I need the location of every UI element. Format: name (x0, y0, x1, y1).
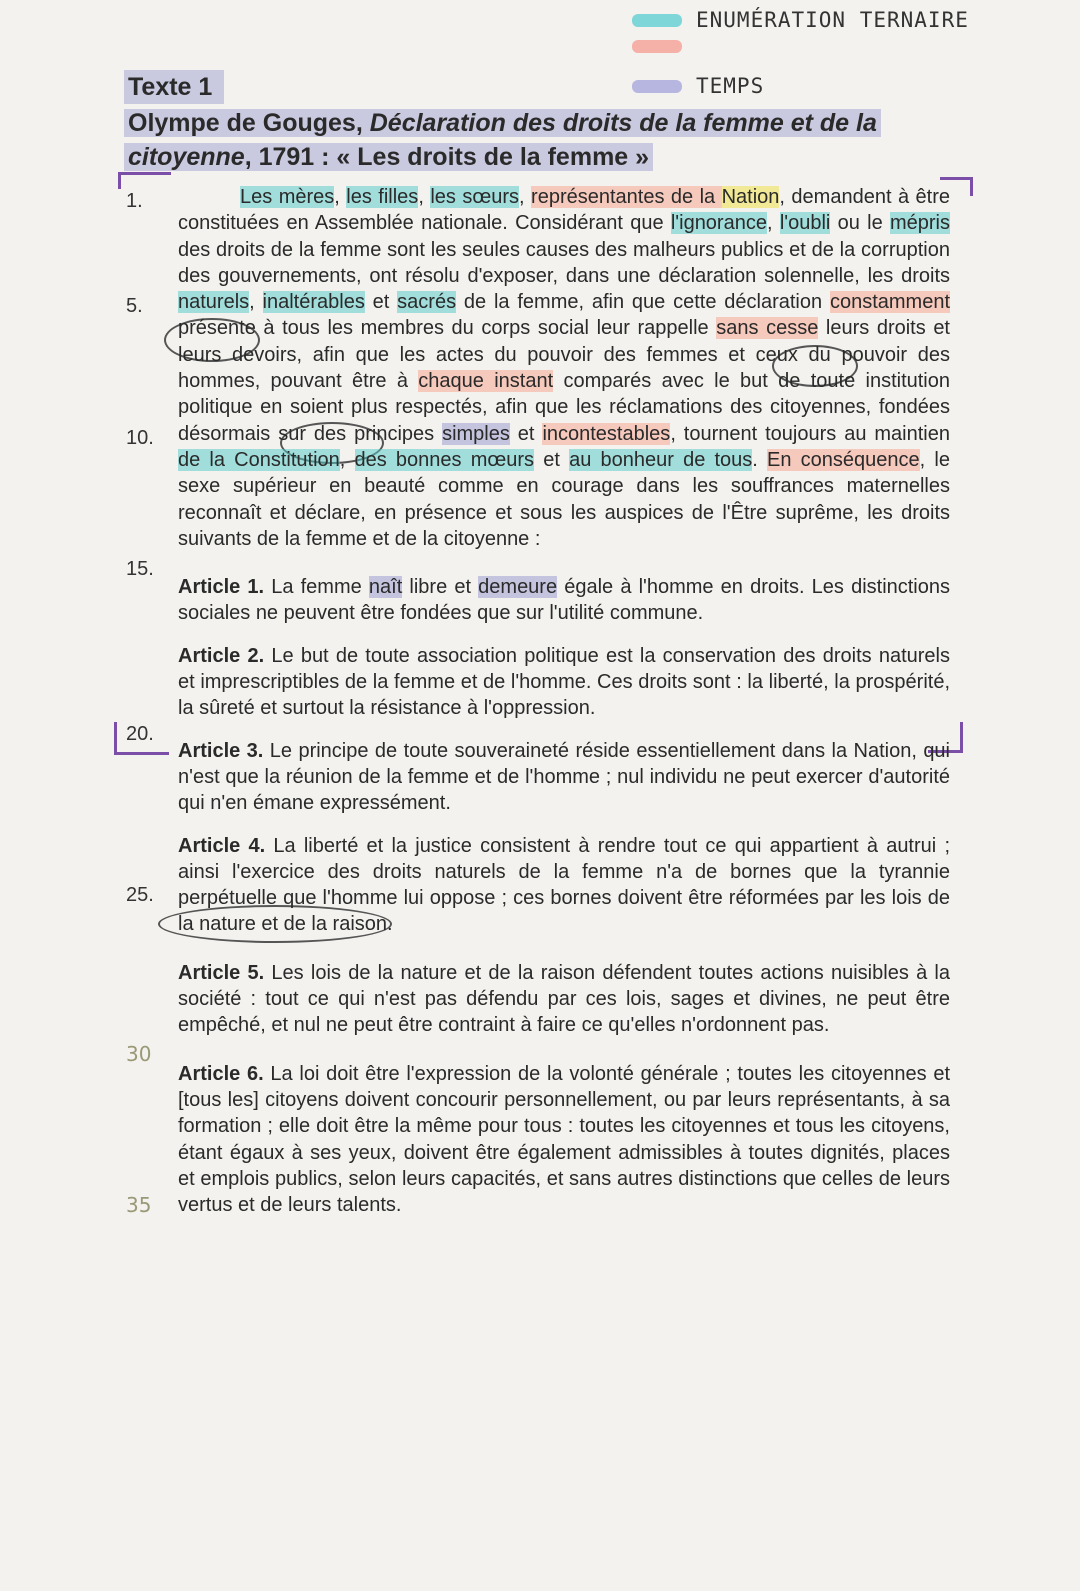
text-span: . (752, 448, 768, 471)
legend-swatch-orange (632, 40, 682, 53)
text-span: présente à tous les membres du corps social leur rappelle (178, 317, 717, 340)
text-span: de la Constitution (178, 448, 340, 471)
line-number: 1. (126, 190, 143, 212)
bracket-open-top (118, 172, 171, 189)
text-span: et (364, 291, 398, 314)
text-span: des bonnes mœurs (354, 448, 535, 471)
line-number: 10. (126, 427, 154, 449)
article-text: La liberté et la justice consistent à rendre tout ce qui appartient à autrui ; ainsi l'exercice des droits naturels de la femme n'a de bornes que la tyrannie perpétuelle que l'homme lui oppose ; ces bornes doivent être réformées par les lois de la nature et de la raison. (178, 834, 950, 936)
document-body (178, 184, 950, 1218)
line-number: 20. (126, 723, 154, 745)
article-6 (178, 1061, 950, 1219)
text-span: égale à l'homme en droits. Les distinctions sociales ne peuvent être fondées que sur l'utilité commune. (178, 576, 950, 625)
line-number: 15. (126, 558, 154, 580)
title-line-1 (124, 109, 881, 137)
article-label: Article 6. (178, 1062, 264, 1085)
text-span: et (509, 422, 543, 445)
legend-row-orange (632, 40, 696, 53)
text-span: , (418, 186, 431, 208)
text-span: sans cesse (716, 317, 819, 340)
text-span: En conséquence (767, 448, 920, 471)
article-label: Article 3. (178, 739, 264, 762)
line-number: 35 (126, 1193, 152, 1217)
article-4 (178, 833, 950, 938)
text-span: , (249, 291, 263, 314)
text-span: naturels (178, 291, 250, 314)
article-text: Les lois de la nature et de la raison défendent toutes actions nuisibles à la société : tout ce qui n'est pas défendu par ces lois, sages et divines, ne peut être empêché, et nul ne peut être contraint à faire ce qu'elles n'ordonnent pas. (178, 961, 951, 1037)
legend-row-enumeration (632, 8, 969, 32)
article-text: Le but de toute association politique est la conservation des droits naturels et imprescriptibles de la femme et de l'homme. Ces droits sont : la liberté, la prospérité, la sûreté et surtout la résistance à l'oppression. (178, 644, 950, 720)
legend-swatch-teal (632, 14, 682, 27)
article-text: La loi doit être l'expression de la volonté générale ; toutes les citoyennes et [tous les] citoyens doivent concourir personnellement, ou par leurs représentants, à sa formation ; elle doit être la même pour tous : toutes les citoyennes et tous les citoyens, étant égaux à ses yeux, doivent être également admissibles à toutes dignités, places et emplois publics, selon leurs capacités, et sans autres distinctions que celles de leurs vertus et de leurs talents. (178, 1062, 950, 1217)
text-span: chaque instant (418, 370, 554, 393)
line-number: 30 (126, 1042, 152, 1066)
text-span: de la femme, afin que cette déclaration (456, 291, 830, 314)
article-label: Article 5. (178, 961, 265, 984)
text-span: libre et (402, 576, 479, 599)
text-span: au bonheur de tous (569, 448, 753, 471)
text-span: et (534, 448, 570, 471)
text-span: , demandent à être constituées en Assemblée nationale. Considérant que (178, 186, 950, 235)
preamble-paragraph (178, 184, 950, 552)
article-2 (178, 643, 950, 722)
text-span: les sœurs (430, 186, 520, 208)
article-1 (178, 574, 950, 627)
article-label: Article 1. (178, 576, 265, 599)
texte-number: Texte 1 (124, 70, 224, 104)
bracket-open-bottom (114, 722, 169, 755)
article-text: Le principe de toute souveraineté réside essentiellement dans la Nation, qui n'est que la réunion de la femme et de l'homme ; nul individu ne peut exercer d'autorité qui n'en émane expressément. (178, 739, 951, 815)
text-span: l'ignorance (670, 212, 767, 235)
text-span: demeure (478, 576, 558, 599)
article-label: Article 2. (178, 644, 265, 667)
text-span: , (339, 448, 355, 471)
text-span: mépris (889, 212, 950, 235)
text-span: , le sexe supérieur en beauté comme en courage dans les souffrances maternelles reconnaît et déclare, en présence et sous les auspices de l'Être suprême, les droits suivants de la femme et de la citoyenne : (178, 448, 950, 550)
text-span: les filles (346, 186, 419, 208)
line-number: 25. (126, 884, 154, 906)
text-span: représentantes de la (531, 186, 722, 208)
text-span: Les mères (240, 186, 335, 208)
text-span: , (766, 212, 780, 235)
title-work-part1: Déclaration des droits de la femme et de la (369, 109, 877, 137)
text-span: sacrés (397, 291, 457, 314)
text-span: naît (368, 576, 403, 599)
text-span: constamment (829, 291, 951, 314)
text-span: , (519, 186, 532, 208)
text-span: inaltérables (262, 291, 365, 314)
text-span: , tournent toujours au maintien (670, 422, 950, 445)
text-span: La femme (264, 576, 369, 599)
text-span: comparés avec le but de toute institution politique en soient plus respectés, afin que les réclamations des citoyennes, fondées désormais sur des principes (178, 370, 950, 445)
title-subtitle: , 1791 : « Les droits de la femme » (244, 143, 650, 171)
title-work-part2: citoyenne (128, 143, 245, 171)
article-label: Article 4. (178, 834, 266, 857)
text-span: l'oubli (779, 212, 831, 235)
text-span: Nation (721, 186, 780, 208)
legend-label-temps: TEMPS (696, 74, 765, 98)
article-5 (178, 960, 950, 1039)
line-number: 5. (126, 295, 143, 317)
text-span: , (334, 186, 347, 208)
title-author: Olympe de Gouges, (128, 109, 370, 137)
text-span: ou le (830, 212, 890, 235)
text-span: des droits de la femme sont les seules causes des malheurs publics et de la corruption des gouvernements, ont résolu d'exposer, dans une déclaration solennelle, les droits (178, 238, 950, 287)
text-span: leurs droits et leurs devoirs, afin que les actes du pouvoir des femmes et ceux du pouvoir des hommes, pouvant être à (178, 317, 950, 393)
text-span: incontestables (542, 422, 671, 445)
title-line-2 (124, 143, 653, 171)
article-3 (178, 738, 950, 817)
document-title (124, 70, 1004, 174)
text-span: simples (442, 422, 510, 445)
legend-label-enumeration: ENUMÉRATION TERNAIRE (696, 8, 969, 32)
